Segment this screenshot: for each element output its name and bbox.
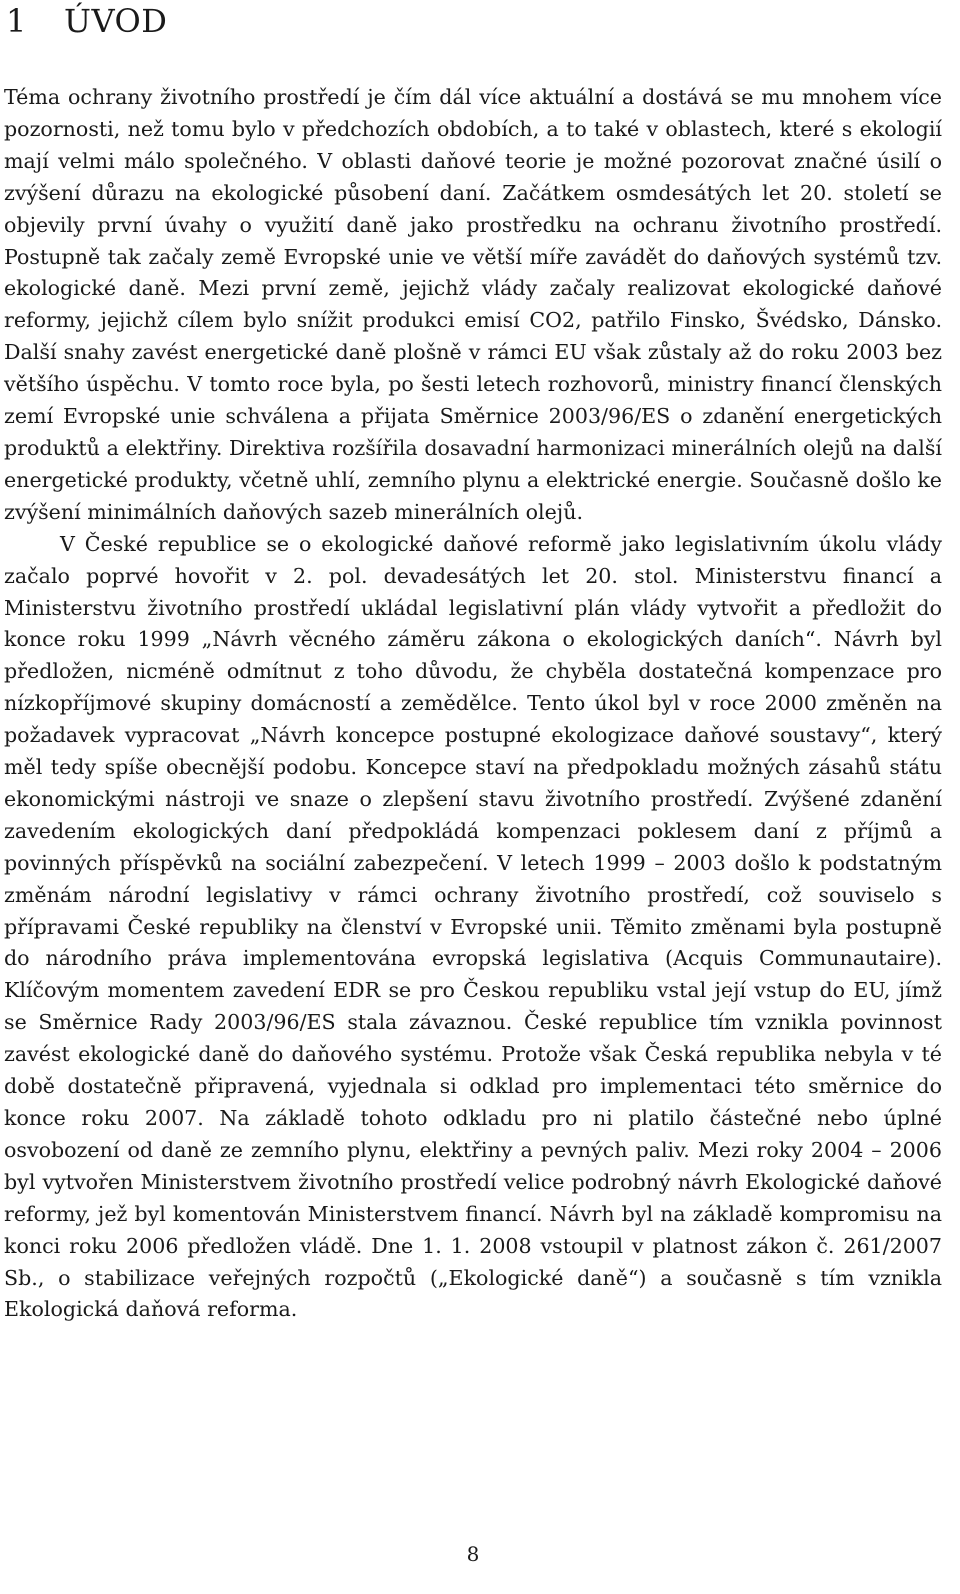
chapter-heading bbox=[6, 2, 167, 40]
body-text bbox=[4, 82, 942, 1326]
document-page bbox=[4, 0, 942, 1594]
paragraph-1: Téma ochrany životního prostředí je čím dál více aktuální a dostává se mu mnohem více pozornosti, než tomu bylo v předchozích obdobích, a to také v oblastech, které s ekologií mají velmi málo společného. V oblasti daňové teorie je možné pozorovat značné úsilí o zvýšení důrazu na ekologické působení daní. Začátkem osmdesátých let 20. století se objevily první úvahy o využití daně jako prostředku na ochranu životního prostředí. Postupně tak začaly země Evropské unie ve větší míře zavádět do daňových systémů tzv. ekologické daně. Mezi první země, jejichž vlády začaly realizovat ekologické daňové reformy, jejichž cílem bylo snížit produkci emisí CO2, patřilo Finsko, Švédsko, Dánsko. Další snahy zavést energetické daně plošně v rámci EU však zůstaly až do roku 2003 bez většího úspěchu. V tomto roce byla, po šesti letech rozhovorů, ministry financí členských zemí Evropské unie schválena a přijata Směrnice 2003/96/ES o zdanění energetických produktů a elektřiny. Direktiva rozšířila dosavadní harmonizaci minerálních olejů na další energetické produkty, včetně uhlí, zemního plynu a elektrické energie. Současně došlo ke zvýšení minimálních daňových sazeb minerálních olejů. bbox=[4, 85, 942, 524]
paragraph-2: V České republice se o ekologické daňové reformě jako legislativním úkolu vlády začalo poprvé hovořit v 2. pol. devadesátých let 20. stol. Ministerstvu financí a Ministerstvu životního prostředí ukládal legislativní plán vlády vytvořit a předložit do konce roku 1999 „Návrh věcného záměru zákona o ekologických daních“. Návrh byl předložen, nicméně odmítnut z toho důvodu, že chyběla dostatečná kompenzace pro nízkopříjmové skupiny domácností a zemědělce. Tento úkol byl v roce 2000 změněn na požadavek vypracovat „Návrh koncepce postupné ekologizace daňové soustavy“, který měl tedy spíše obecnější podobu. Koncepce staví na předpokladu možných zásahů státu ekonomickými nástroji ve snaze o zlepšení stavu životního prostředí. Zvýšené zdanění zavedením ekologických daní předpokládá kompenzaci poklesem daní z příjmů a povinných příspěvků na sociální zabezpečení. V letech 1999 – 2003 došlo k podstatným změnám národní legislativy v rámci ochrany životního prostředí, což souviselo s přípravami České republiky na členství v Evropské unii. Těmito změnami byla postupně do národního práva implementována evropská legislativa (Acquis Communautaire). Klíčovým momentem zavedení EDR se pro Českou republiku vstal její vstup do EU, jímž se Směrnice Rady 2003/96/ES stala závaznou. České republice tím vznikla povinnost zavést ekologické daně do daňového systému. Protože však Česká republika nebyla v té době dostatečně připravená, vyjednala si odklad pro implementaci této směrnice do konce roku 2007. Na základě tohoto odkladu pro ni platilo částečné nebo úplné osvobození od daně ze zemního plynu, elektřiny a pevných paliv. Mezi roky 2004 – 2006 byl vytvořen Ministerstvem životního prostředí velice podrobný návrh Ekologické daňové reformy, jež byl komentován Ministerstvem financí. Návrh byl na základě kompromisu na konci roku 2006 předložen vládě. Dne 1. 1. 2008 vstoupil v platnost zákon č. 261/2007 Sb., o stabilizace veřejných rozpočtů („Ekologické daně“) a současně s tím vznikla Ekologická daňová reforma. bbox=[4, 531, 942, 1322]
chapter-number: 1 bbox=[6, 2, 27, 40]
page-number: 8 bbox=[466, 1542, 480, 1566]
chapter-title: ÚVOD bbox=[64, 2, 168, 40]
